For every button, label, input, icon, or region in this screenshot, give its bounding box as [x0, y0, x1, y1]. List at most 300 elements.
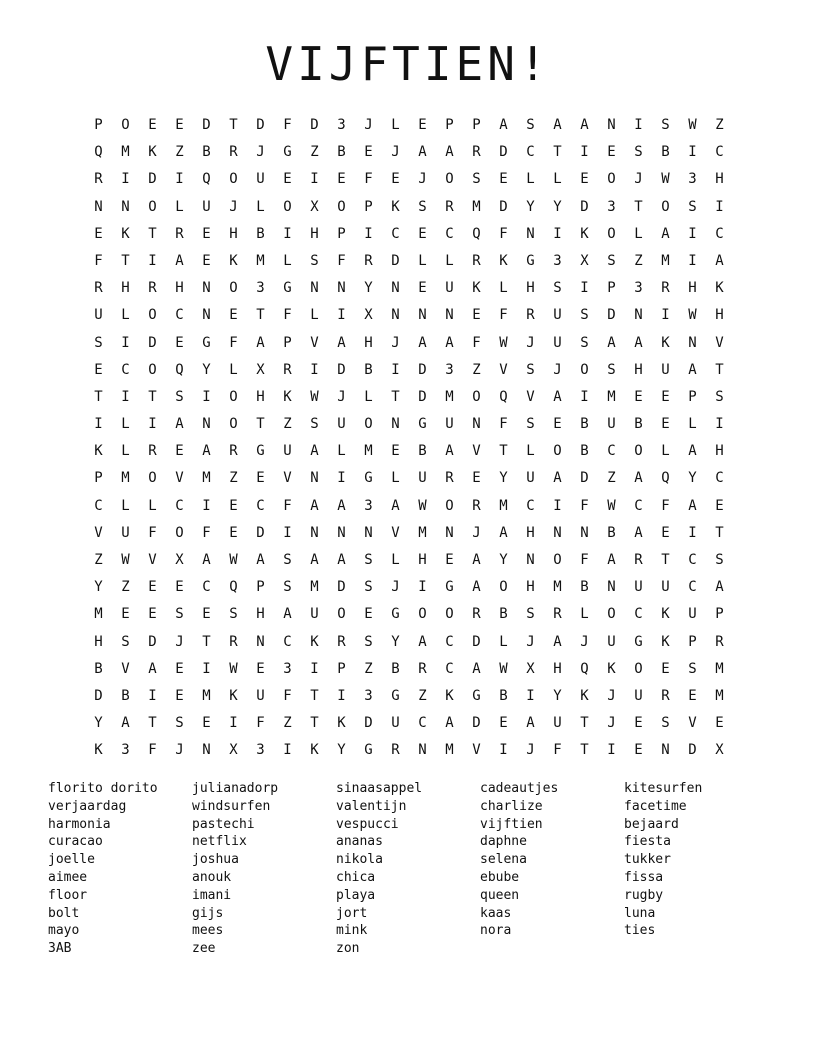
grid-letter: A — [607, 334, 616, 351]
grid-letter: O — [445, 171, 454, 188]
grid-letter: I — [553, 497, 562, 514]
grid-letter: N — [688, 334, 697, 351]
grid-letter: F — [256, 715, 265, 732]
grid-letter: L — [499, 280, 508, 297]
word-bank-item: fiesta — [624, 834, 671, 850]
grid-letter: A — [337, 334, 346, 351]
grid-letter: B — [418, 443, 427, 460]
grid-letter: I — [148, 416, 157, 433]
grid-letter: D — [364, 715, 373, 732]
grid-letter: R — [229, 443, 238, 460]
grid-letter: D — [472, 633, 481, 650]
grid-letter: C — [94, 497, 103, 514]
grid-row — [85, 547, 733, 574]
grid-letter: E — [121, 606, 130, 623]
grid-letter: Z — [715, 117, 724, 133]
grid-letter: H — [526, 579, 535, 596]
grid-row — [85, 112, 733, 139]
grid-letter: Y — [337, 742, 346, 759]
word-bank-item: bolt — [48, 905, 80, 921]
grid-letter: F — [580, 552, 589, 568]
grid-row — [85, 384, 733, 411]
grid-letter: E — [553, 416, 562, 433]
grid-letter: U — [661, 579, 670, 596]
grid-letter: E — [445, 552, 454, 568]
grid-letter: O — [148, 307, 157, 324]
grid-letter: V — [310, 334, 319, 351]
grid-row — [85, 465, 733, 492]
grid-letter: L — [148, 497, 157, 514]
word-bank-item: ties — [624, 923, 656, 939]
grid-letter: A — [445, 144, 454, 161]
grid-letter: N — [202, 416, 211, 433]
word-bank-item: julianadorp — [192, 781, 279, 796]
grid-letter: E — [229, 307, 238, 324]
grid-letter: B — [202, 144, 211, 161]
grid-letter: V — [283, 470, 292, 487]
grid-letter: S — [229, 606, 238, 623]
grid-letter: C — [445, 660, 454, 677]
grid-letter: K — [148, 144, 157, 161]
grid-letter: A — [526, 715, 535, 732]
grid-letter: S — [526, 416, 535, 433]
grid-letter: J — [580, 633, 589, 650]
grid-letter: P — [472, 117, 481, 133]
grid-letter: K — [94, 742, 103, 759]
grid-letter: R — [472, 606, 481, 623]
grid-letter: F — [283, 687, 292, 704]
grid-letter: F — [148, 742, 157, 759]
grid-letter: W — [607, 497, 616, 514]
grid-letter: E — [715, 497, 724, 514]
grid-row — [85, 493, 733, 520]
grid-letter: G — [283, 280, 292, 297]
grid-letter: L — [526, 171, 535, 188]
grid-letter: E — [175, 443, 184, 460]
grid-letter: T — [148, 715, 157, 732]
grid-letter: I — [175, 171, 184, 188]
grid-letter: E — [472, 307, 481, 324]
grid-letter: K — [94, 443, 103, 460]
grid-letter: E — [634, 388, 643, 405]
word-bank-item: zon — [336, 941, 360, 957]
grid-letter: F — [499, 307, 508, 324]
grid-letter: P — [256, 579, 265, 596]
grid-letter: E — [688, 687, 697, 704]
grid-letter: E — [418, 225, 427, 242]
grid-letter: H — [175, 280, 184, 297]
word-bank-column — [48, 780, 188, 958]
grid-letter: N — [391, 416, 400, 433]
grid-letter: I — [364, 225, 373, 242]
grid-letter: P — [283, 334, 292, 351]
grid-letter: 3 — [121, 742, 130, 759]
grid-letter: F — [499, 416, 508, 433]
grid-letter: I — [580, 280, 589, 297]
grid-letter: E — [148, 606, 157, 623]
word-bank-item: cadeautjes — [480, 781, 559, 796]
grid-letter: K — [121, 225, 130, 242]
grid-letter: J — [526, 334, 535, 351]
grid-letter: Y — [553, 687, 562, 704]
grid-letter: Q — [94, 144, 103, 161]
grid-letter: C — [526, 144, 535, 161]
grid-letter: S — [175, 606, 184, 623]
grid-letter: E — [175, 117, 184, 133]
grid-letter: F — [580, 497, 589, 514]
grid-letter: T — [256, 307, 265, 324]
grid-letter: D — [256, 117, 265, 133]
grid-letter: N — [256, 633, 265, 650]
grid-letter: E — [499, 171, 508, 188]
grid-letter: I — [526, 687, 535, 704]
grid-letter: N — [391, 307, 400, 324]
grid-row — [85, 411, 733, 438]
grid-letter: W — [499, 660, 508, 677]
word-bank-item: mink — [336, 923, 368, 939]
grid-letter: F — [499, 225, 508, 242]
grid-letter: I — [310, 660, 319, 677]
grid-letter: E — [472, 470, 481, 487]
grid-letter: I — [202, 388, 211, 405]
grid-letter: W — [661, 171, 670, 188]
word-bank-column — [192, 780, 332, 958]
grid-letter: O — [121, 117, 130, 133]
grid-letter: E — [364, 606, 373, 623]
word-bank-item: pastechi — [192, 816, 255, 832]
grid-letter: I — [121, 334, 130, 351]
grid-letter: R — [148, 280, 157, 297]
grid-letter: V — [175, 470, 184, 487]
grid-letter: I — [202, 497, 211, 514]
grid-letter: Z — [310, 144, 319, 161]
grid-letter: H — [553, 660, 562, 677]
word-bank-item: daphne — [480, 834, 527, 850]
grid-letter: A — [553, 470, 562, 487]
grid-letter: E — [283, 171, 292, 188]
word-bank-item: verjaardag — [48, 798, 127, 814]
grid-letter: Y — [688, 470, 697, 487]
grid-letter: G — [634, 633, 643, 650]
grid-letter: K — [310, 742, 319, 759]
grid-letter: W — [121, 552, 130, 568]
grid-letter: O — [553, 552, 562, 568]
grid-row — [85, 520, 733, 547]
word-bank-item: chica — [336, 869, 376, 885]
grid-letter: U — [607, 633, 616, 650]
grid-letter: M — [553, 579, 562, 596]
grid-letter: F — [364, 171, 373, 188]
grid-letter: G — [364, 742, 373, 759]
grid-letter: D — [94, 687, 103, 704]
grid-letter: D — [472, 715, 481, 732]
grid-letter: U — [634, 579, 643, 596]
grid-letter: J — [337, 388, 346, 405]
grid-letter: I — [337, 307, 346, 324]
grid-letter: K — [472, 280, 481, 297]
grid-letter: I — [553, 225, 562, 242]
grid-letter: L — [337, 443, 346, 460]
grid-letter: F — [94, 252, 103, 269]
grid-letter: S — [175, 715, 184, 732]
grid-letter: N — [472, 416, 481, 433]
grid-letter: D — [499, 144, 508, 161]
grid-letter: T — [634, 198, 643, 215]
grid-letter: O — [337, 198, 346, 215]
grid-letter: L — [175, 198, 184, 215]
grid-letter: M — [256, 252, 265, 269]
grid-letter: T — [202, 633, 211, 650]
grid-letter: I — [688, 144, 697, 161]
grid-letter: C — [634, 497, 643, 514]
grid-letter: R — [391, 742, 400, 759]
grid-letter: H — [256, 606, 265, 623]
grid-letter: E — [661, 416, 670, 433]
grid-letter: K — [337, 715, 346, 732]
grid-letter: E — [175, 334, 184, 351]
grid-letter: S — [688, 660, 697, 677]
grid-letter: I — [148, 687, 157, 704]
grid-letter: H — [256, 388, 265, 405]
grid-letter: M — [121, 144, 130, 161]
grid-letter: Q — [499, 388, 508, 405]
grid-letter: K — [499, 252, 508, 269]
grid-letter: A — [499, 524, 508, 541]
grid-letter: N — [202, 742, 211, 759]
grid-letter: K — [445, 687, 454, 704]
grid-letter: R — [526, 307, 535, 324]
grid-letter: A — [310, 552, 319, 568]
grid-letter: C — [391, 225, 400, 242]
grid-letter: C — [175, 307, 184, 324]
grid-letter: O — [229, 280, 238, 297]
grid-letter: V — [472, 443, 481, 460]
word-bank-item: valentijn — [336, 798, 407, 814]
grid-row — [85, 275, 733, 302]
grid-letter: P — [337, 225, 346, 242]
grid-letter: S — [418, 198, 427, 215]
grid-letter: H — [715, 171, 724, 188]
grid-letter: U — [445, 280, 454, 297]
grid-letter: N — [337, 280, 346, 297]
grid-letter: I — [688, 524, 697, 541]
grid-letter: N — [445, 307, 454, 324]
grid-letter: 3 — [634, 280, 643, 297]
grid-letter: K — [580, 225, 589, 242]
grid-letter: R — [445, 470, 454, 487]
grid-letter: X — [526, 660, 535, 677]
grid-letter: Z — [364, 660, 373, 677]
grid-letter: X — [364, 307, 373, 324]
grid-letter: Z — [283, 715, 292, 732]
grid-letter: B — [94, 660, 103, 677]
grid-letter: P — [688, 633, 697, 650]
grid-letter: W — [499, 334, 508, 351]
grid-letter: U — [526, 470, 535, 487]
grid-letter: D — [148, 171, 157, 188]
word-bank-item: nora — [480, 923, 512, 939]
grid-letter: D — [418, 388, 427, 405]
grid-letter: V — [391, 524, 400, 541]
grid-letter: P — [445, 117, 454, 133]
word-bank-item: ananas — [336, 834, 383, 850]
grid-letter: C — [715, 144, 724, 161]
grid-letter: R — [418, 660, 427, 677]
grid-letter: O — [634, 660, 643, 677]
word-bank-item: anouk — [192, 869, 232, 885]
grid-letter: R — [472, 252, 481, 269]
grid-letter: N — [391, 280, 400, 297]
grid-letter: C — [688, 552, 697, 568]
grid-letter: K — [580, 687, 589, 704]
grid-letter: M — [94, 606, 103, 623]
grid-letter: C — [715, 225, 724, 242]
grid-letter: M — [418, 524, 427, 541]
word-bank-item: mayo — [48, 923, 80, 939]
grid-letter: A — [445, 334, 454, 351]
grid-letter: T — [391, 388, 400, 405]
grid-letter: E — [337, 171, 346, 188]
grid-letter: C — [445, 633, 454, 650]
grid-letter: B — [499, 687, 508, 704]
grid-letter: D — [607, 307, 616, 324]
grid-letter: B — [256, 225, 265, 242]
word-bank-item: imani — [192, 887, 232, 903]
grid-letter: B — [661, 144, 670, 161]
grid-letter: N — [310, 470, 319, 487]
grid-letter: A — [256, 334, 265, 351]
grid-letter: Q — [229, 579, 238, 596]
grid-letter: L — [391, 470, 400, 487]
grid-letter: I — [634, 117, 643, 133]
grid-letter: 3 — [337, 117, 346, 133]
grid-letter: O — [337, 606, 346, 623]
grid-letter: B — [634, 416, 643, 433]
grid-letter: S — [661, 715, 670, 732]
grid-letter: G — [256, 443, 265, 460]
grid-letter: R — [337, 633, 346, 650]
grid-letter: S — [94, 334, 103, 351]
grid-letter: D — [499, 198, 508, 215]
grid-letter: K — [607, 660, 616, 677]
grid-letter: L — [364, 388, 373, 405]
grid-row — [85, 330, 733, 357]
grid-letter: U — [553, 334, 562, 351]
grid-letter: F — [472, 334, 481, 351]
grid-letter: X — [256, 361, 265, 378]
grid-letter: Z — [229, 470, 238, 487]
grid-letter: R — [553, 606, 562, 623]
grid-row — [85, 357, 733, 384]
grid-letter: Q — [661, 470, 670, 487]
grid-letter: 3 — [607, 198, 616, 215]
grid-letter: F — [661, 497, 670, 514]
grid-letter: A — [418, 633, 427, 650]
grid-letter: A — [688, 361, 697, 378]
grid-letter: R — [148, 443, 157, 460]
grid-letter: B — [337, 144, 346, 161]
grid-letter: H — [364, 334, 373, 351]
grid-letter: T — [553, 144, 562, 161]
grid-row — [85, 438, 733, 465]
grid-letter: R — [661, 280, 670, 297]
grid-letter: A — [121, 715, 130, 732]
grid-letter: E — [499, 715, 508, 732]
grid-letter: N — [364, 524, 373, 541]
grid-letter: R — [229, 633, 238, 650]
grid-letter: T — [580, 742, 589, 759]
grid-letter: M — [607, 388, 616, 405]
grid-letter: M — [364, 443, 373, 460]
grid-letter: C — [202, 579, 211, 596]
grid-letter: S — [634, 144, 643, 161]
grid-letter: T — [715, 361, 724, 378]
grid-letter: K — [391, 198, 400, 215]
grid-letter: V — [472, 742, 481, 759]
grid-letter: L — [310, 307, 319, 324]
word-bank-item: selena — [480, 852, 527, 868]
grid-letter: S — [715, 552, 724, 568]
word-bank-item: joelle — [48, 852, 95, 868]
grid-letter: S — [661, 117, 670, 133]
grid-letter: I — [121, 388, 130, 405]
grid-letter: T — [661, 552, 670, 568]
grid-letter: A — [337, 497, 346, 514]
grid-letter: N — [310, 524, 319, 541]
grid-row — [85, 302, 733, 329]
grid-letter: U — [445, 416, 454, 433]
grid-letter: Z — [283, 416, 292, 433]
grid-letter: E — [607, 144, 616, 161]
grid-letter: I — [607, 742, 616, 759]
grid-letter: Y — [391, 633, 400, 650]
grid-letter: Z — [418, 687, 427, 704]
grid-letter: A — [418, 334, 427, 351]
grid-letter: U — [283, 443, 292, 460]
grid-letter: L — [121, 307, 130, 324]
grid-letter: Q — [202, 171, 211, 188]
grid-letter: E — [364, 144, 373, 161]
grid-letter: X — [229, 742, 238, 759]
grid-letter: H — [526, 524, 535, 541]
grid-letter: O — [229, 171, 238, 188]
grid-letter: A — [661, 225, 670, 242]
grid-letter: P — [94, 470, 103, 487]
grid-letter: A — [175, 252, 184, 269]
grid-letter: Y — [499, 552, 508, 568]
grid-letter: K — [715, 280, 724, 297]
grid-letter: P — [607, 280, 616, 297]
grid-letter: I — [715, 416, 724, 433]
grid-letter: N — [121, 198, 130, 215]
grid-letter: L — [553, 171, 562, 188]
grid-letter: W — [688, 117, 697, 133]
word-bank-column — [624, 780, 764, 940]
grid-letter: L — [445, 252, 454, 269]
grid-letter: S — [553, 280, 562, 297]
grid-letter: D — [391, 252, 400, 269]
grid-letter: T — [310, 715, 319, 732]
grid-letter: M — [472, 198, 481, 215]
grid-letter: O — [229, 416, 238, 433]
grid-letter: S — [688, 198, 697, 215]
word-bank-item: rugby — [624, 887, 664, 903]
grid-letter: Z — [94, 552, 103, 568]
grid-letter: R — [472, 144, 481, 161]
grid-letter: U — [94, 307, 103, 324]
grid-letter: L — [121, 443, 130, 460]
grid-letter: V — [121, 660, 130, 677]
